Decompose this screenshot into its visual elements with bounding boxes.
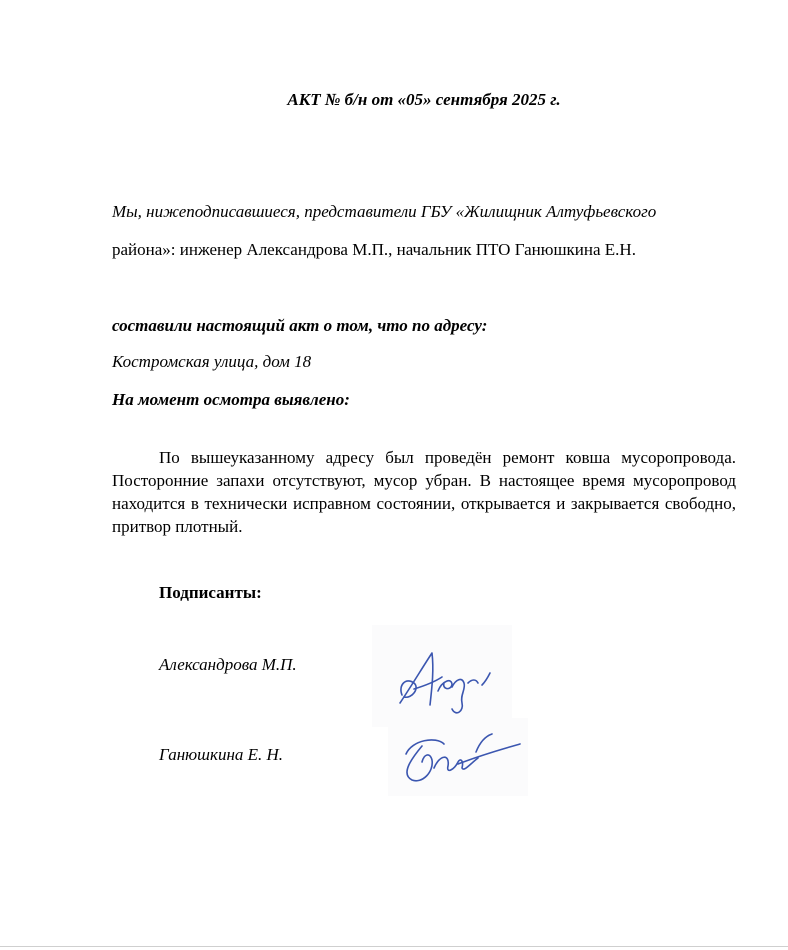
address-text: Костромская улица, дом 18 bbox=[112, 352, 312, 371]
intro-line-2: района»: инженер Александрова М.П., начальник ПТО Ганюшкина Е.Н. bbox=[112, 240, 636, 259]
findings-paragraph: По вышеуказанному адресу был проведён ремонт ковша мусоропровода. Посторонние запахи отсутствуют, мусор убран. В настоящее время мусоропровод находится в технически исправном состоянии, открывается и закрывается свободно, притвор плотный. bbox=[112, 448, 736, 536]
findings-heading: На момент осмотра выявлено: bbox=[112, 390, 350, 409]
signature-2-image bbox=[388, 718, 528, 796]
act-title: АКТ № б/н от «05» сентября 2025 г. bbox=[287, 90, 561, 109]
signature-1-drawing bbox=[372, 625, 512, 727]
signature-2-drawing bbox=[388, 718, 528, 796]
page-bottom-border bbox=[0, 946, 788, 947]
signer-1-name: Александрова М.П. bbox=[159, 655, 297, 674]
signers-heading: Подписанты: bbox=[159, 583, 262, 602]
signer-2-name: Ганюшкина Е. Н. bbox=[159, 745, 284, 764]
signature-1-image bbox=[372, 625, 512, 727]
intro-line-1: Мы, нижеподписавшиеся, представители ГБУ «Жилищник Алтуфьевского bbox=[112, 202, 657, 221]
act-statement: составили настоящий акт о том, что по адресу: bbox=[112, 316, 488, 335]
